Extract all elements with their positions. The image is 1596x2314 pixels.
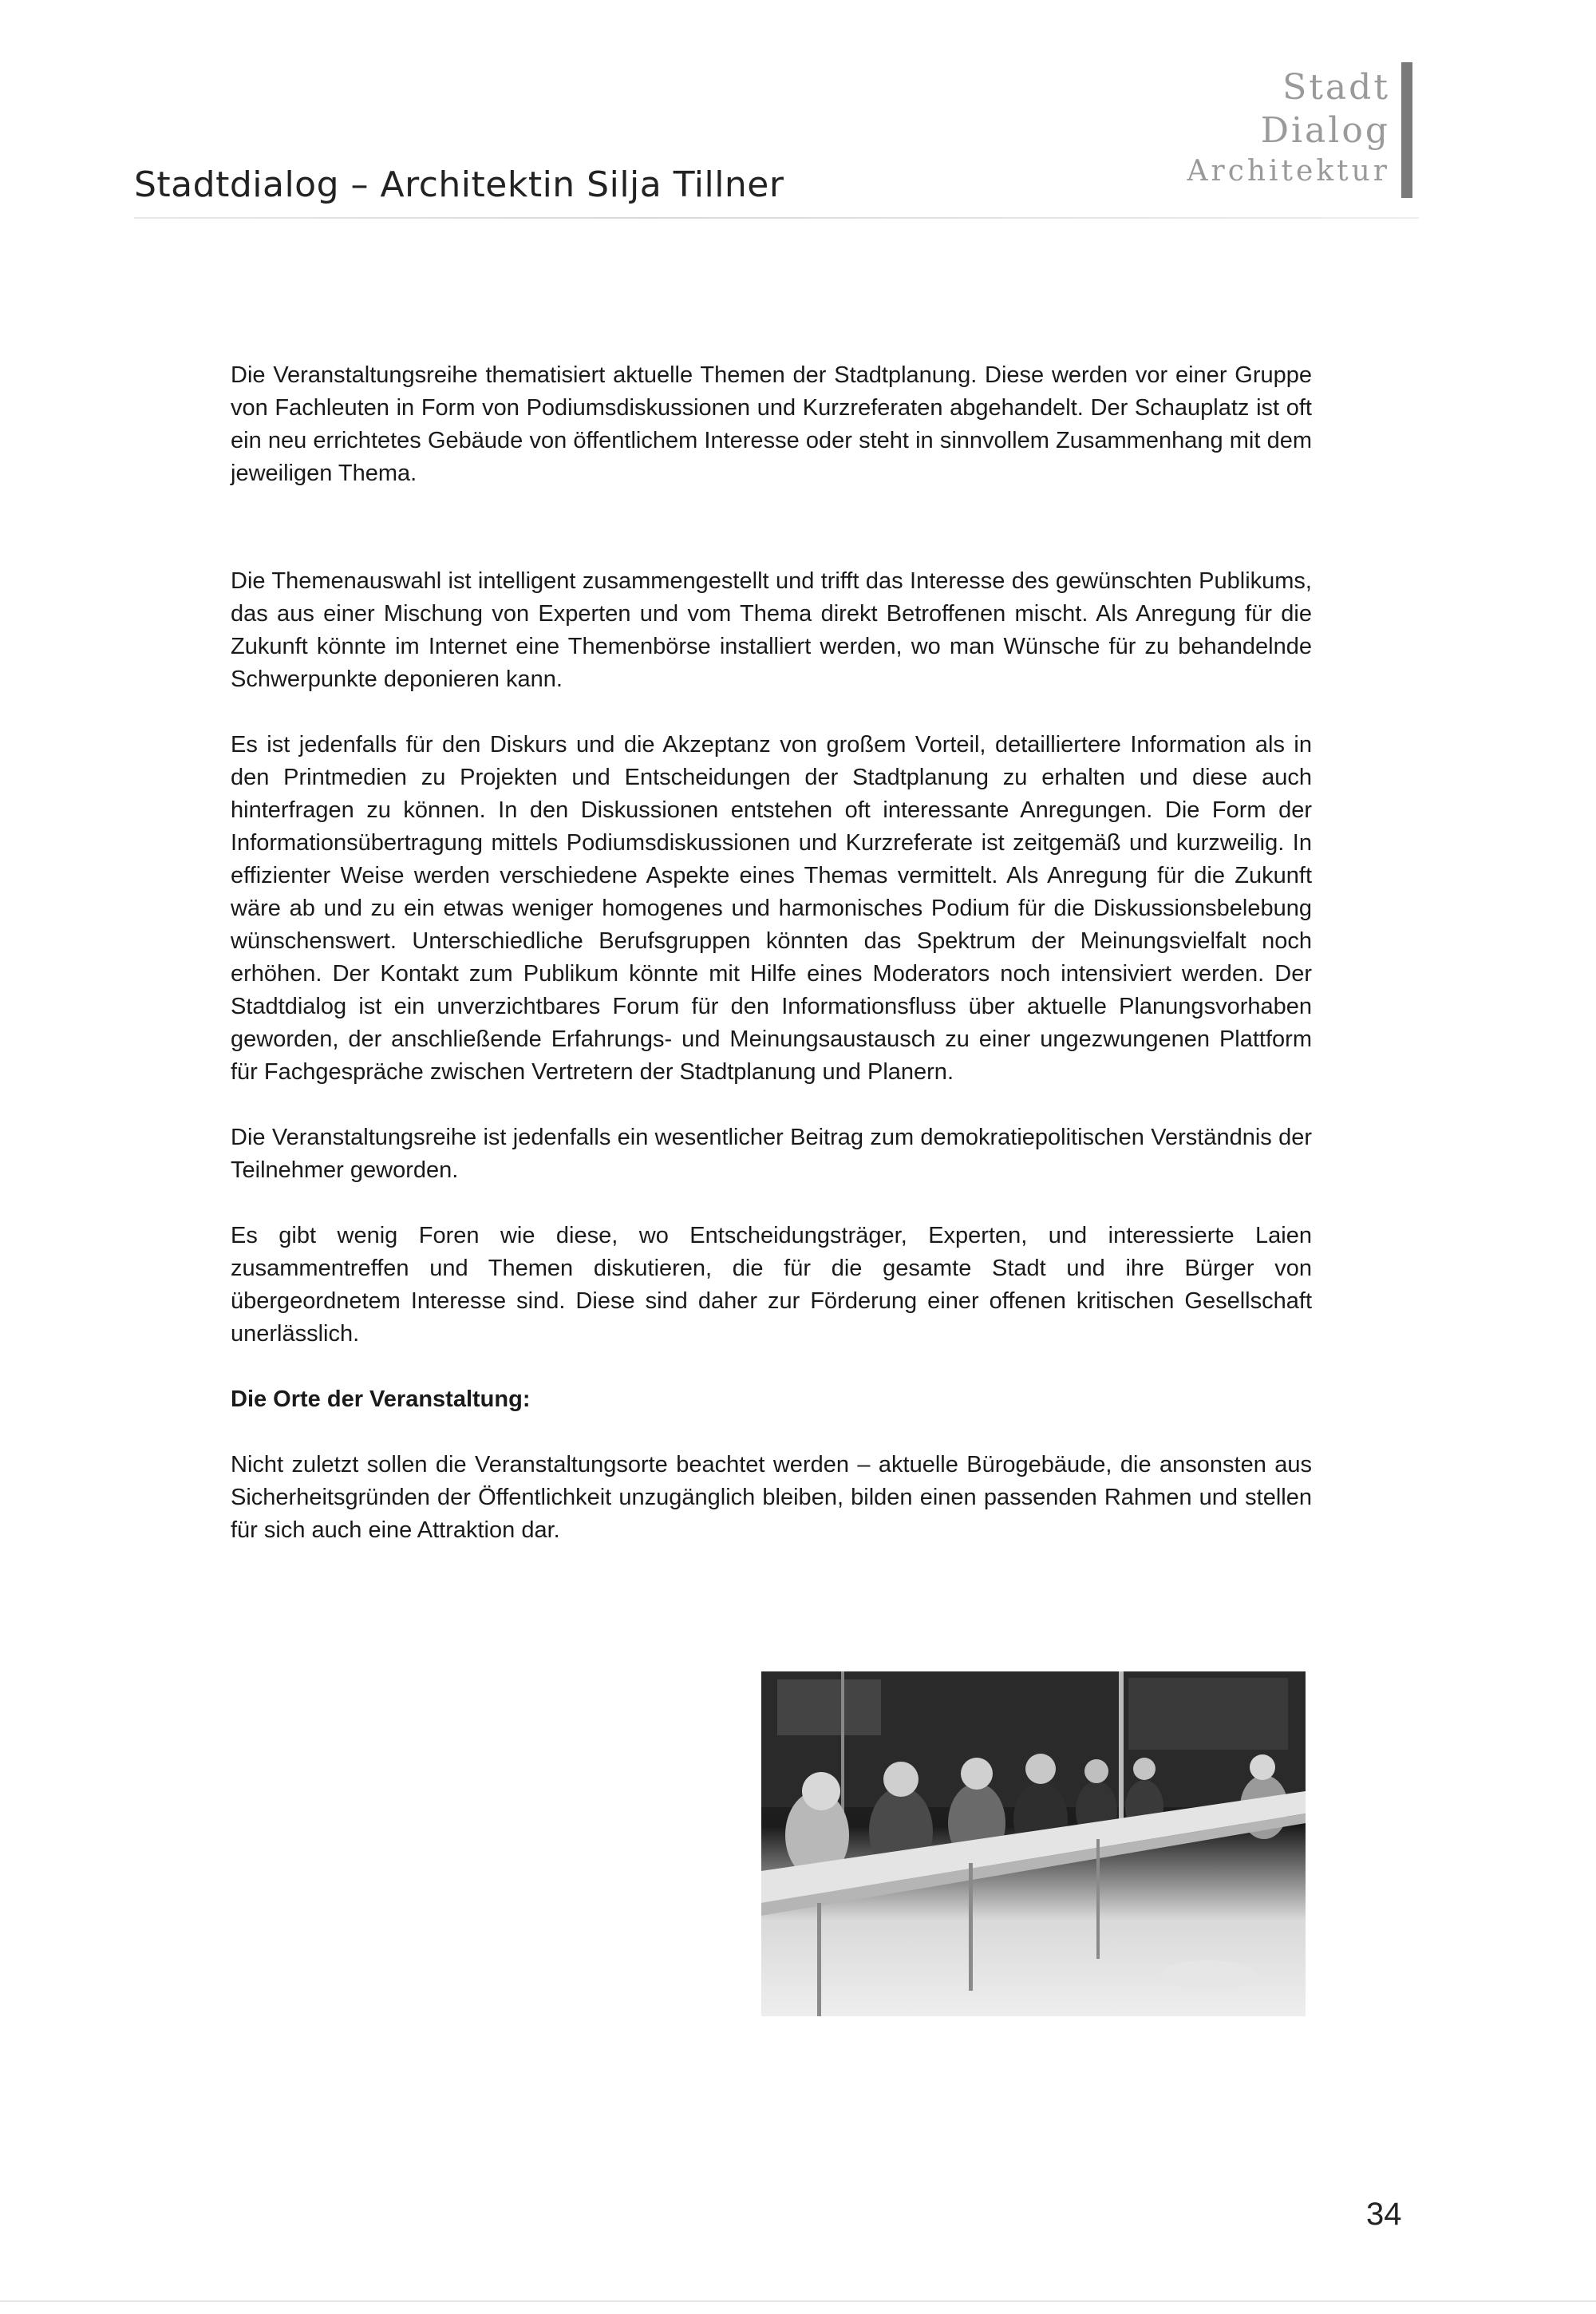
logo-bar [1401, 62, 1412, 198]
paragraph-themenauswahl: Die Themenauswahl ist intelligent zusammengestellt und trifft das Interesse des gewünschten Publikums, das aus einer Mischung von Experten und vom Thema direkt Betroffenen mischt. Als Anregung für die Zukunft könnte im Internet eine Themenbörse installiert werden, wo man Wünsche für zu behandelnde Schwerpunkte deponieren kann. [231, 568, 1312, 692]
header-divider [134, 217, 1419, 219]
main-text [231, 359, 1312, 1547]
paragraph-intro: Die Veranstaltungsreihe thematisiert aktuelle Themen der Stadtplanung. Diese werden vor einer Gruppe von Fachleuten in Form von Podiumsdiskussionen und Kurzreferaten abgehandelt. Der Schauplatz ist oft ein neu errichtetes Gebäude von öffentlichem Interesse oder steht in sinnvollem Zusammenhang mit dem jeweiligen Thema. [231, 362, 1312, 486]
panel-discussion-photo [761, 1671, 1306, 2016]
photo-illustration [761, 1671, 1306, 2016]
paragraph-diskurs: Es ist jedenfalls für den Diskurs und die Akzeptanz von großem Vorteil, detailliertere Information als in den Printmedien zu Projekten und Entscheidungen der Stadtplanung zu erhalten und diese auch hinterfragen zu können. In den Diskussionen entstehen oft interessante Anregungen. Die Form der Informationsübertragung mittels Podiumsdiskussionen und Kurzreferate ist zeitgemäß und kurzweilig. In effizienter Weise werden verschiedene Aspekte eines Themas vermittelt. Als Anregung für die Zukunft wäre ab und zu ein etwas weniger homogenes und harmonisches Podium für die Diskussionsbelebung wünschenswert. Unterschiedliche Berufsgruppen könnten das Spektrum der Meinungsvielfalt noch erhöhen. Der Kontakt zum Publikum könnte mit Hilfe eines Moderators noch intensiviert werden. Der Stadtdialog ist ein unverzichtbares Forum für den Informationsfluss über aktuelle Planungsvorhaben geworden, der anschließende Erfahrungs- und Meinungsaustausch zu einer ungezwungenen Plattform für Fachgespräche zwischen Vertretern der Stadtplanung und Planern. [231, 732, 1312, 1085]
footer-divider [0, 2300, 1596, 2302]
page-number: 34 [1366, 2197, 1402, 2232]
logo-line-stadt: Stadt [1282, 67, 1390, 108]
paragraph-orte: Nicht zuletzt sollen die Veranstaltungsorte beachtet werden – aktuelle Bürogebäude, die ansonsten aus Sicherheitsgründen der Öffentlichkeit unzugänglich bleiben, bilden einen passenden Rahmen und stellen für sich auch eine Attraktion dar. [231, 1452, 1312, 1543]
page-header-title: Stadtdialog – Architektin Silja Tillner [134, 164, 784, 205]
paragraph-beitrag: Die Veranstaltungsreihe ist jedenfalls ein wesentlicher Beitrag zum demokratiepolitischen Verständnis der Teilnehmer geworden. [231, 1125, 1312, 1183]
logo-line-dialog: Dialog [1260, 110, 1390, 151]
logo-line-architektur: Architektur [1187, 155, 1390, 188]
stadt-dialog-architektur-logo [1187, 62, 1412, 198]
section-heading-orte: Die Orte der Veranstaltung: [231, 1386, 531, 1412]
paragraph-foren: Es gibt wenig Foren wie diese, wo Entscheidungsträger, Experten, und interessierte Laien zusammentreffen und Themen diskutieren, die für die gesamte Stadt und ihre Bürger von übergeordnetem Interesse sind. Diese sind daher zur Förderung einer offenen kritischen Gesellschaft unerlässlich. [231, 1223, 1312, 1347]
